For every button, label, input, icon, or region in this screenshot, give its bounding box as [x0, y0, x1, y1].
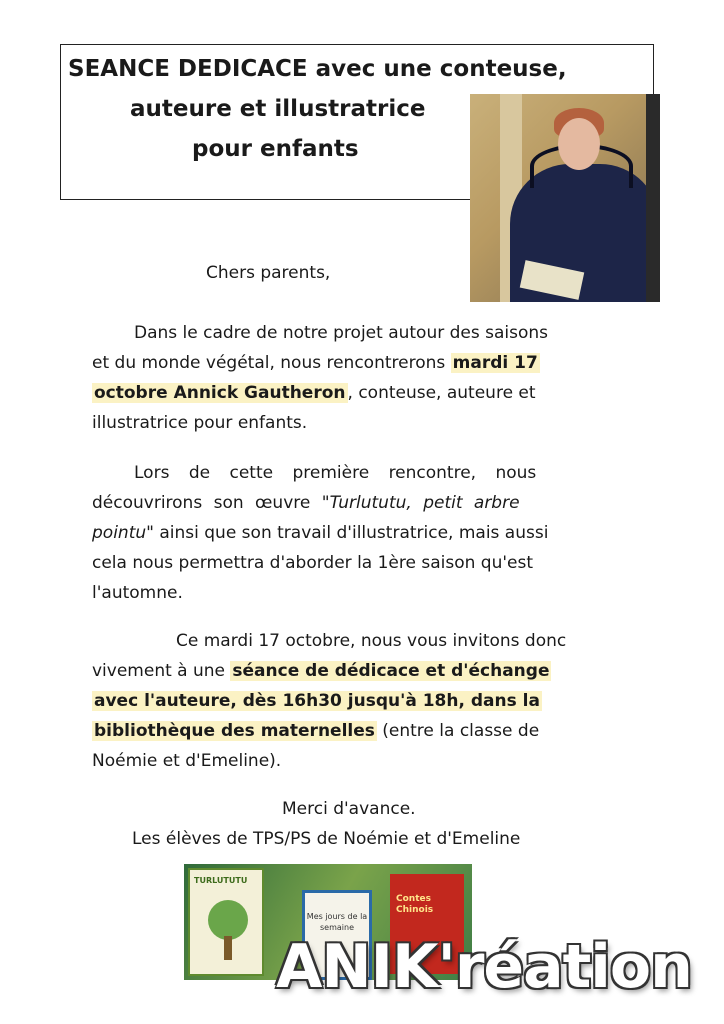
book-title-italic: "Turlututu, petit arbre — [321, 493, 520, 513]
greeting: Chers parents, — [206, 263, 331, 283]
signature: Les élèves de TPS/PS de Noémie et d'Emeline — [132, 829, 521, 849]
book-title-italic-end: pointu" — [92, 523, 154, 543]
para2-line2-text: découvrirons son œuvre — [92, 493, 322, 513]
time-highlight: avec l'auteure, dès 16h30 jusqu'à 18h, dans la — [94, 691, 540, 711]
title-line-1: SEANCE DEDICACE avec une conteuse, — [68, 56, 567, 82]
para3-line2 — [92, 656, 551, 686]
para1-author-highlight: octobre Annick Gautheron — [94, 383, 346, 403]
event-highlight: séance de dédicace et d'échange — [232, 661, 550, 681]
para1-line3 — [92, 378, 536, 408]
book3-title: Contes Chinois — [396, 894, 434, 915]
para2-line3 — [92, 518, 548, 548]
title-line-2: auteure et illustratrice — [130, 96, 426, 122]
para2-line4: cela nous permettra d'aborder la 1ère saison qu'est — [92, 553, 534, 573]
para1-line2 — [92, 348, 540, 378]
para1-line2-text: et du monde végétal, nous rencontrerons — [92, 353, 451, 373]
para1-date-highlight: mardi 17 — [452, 353, 538, 373]
thanks: Merci d'avance. — [282, 799, 416, 819]
para3-line3 — [92, 686, 542, 716]
para3-line5: Noémie et d'Emeline). — [92, 751, 282, 771]
para2-line2 — [92, 488, 520, 518]
book-cover-turlututu — [188, 868, 264, 976]
para3-line1: Ce mardi 17 octobre, nous vous invitons donc — [176, 631, 567, 651]
para3-line4 — [92, 716, 539, 746]
book1-title: TURLUTUTU — [194, 876, 248, 885]
location-highlight: bibliothèque des maternelles — [94, 721, 375, 741]
para1-line3-text: , conteuse, auteure et — [347, 383, 536, 403]
para3-line4-text: (entre la classe de — [376, 721, 540, 741]
para2-line1: Lors de cette première rencontre, nous — [134, 463, 537, 483]
storyteller-photo — [470, 94, 660, 302]
title-line-3: pour enfants — [192, 136, 359, 162]
watermark: ANIK'réation — [276, 932, 692, 1002]
para1-line4: illustratrice pour enfants. — [92, 413, 308, 433]
para2-line5: l'automne. — [92, 583, 183, 603]
para1-line1: Dans le cadre de notre projet autour des saisons — [134, 323, 549, 343]
para2-line3-text: ainsi que son travail d'illustratrice, mais aussi — [153, 523, 549, 543]
book2-title: Mes jours de la semaine — [306, 912, 368, 932]
para3-line2-text: vivement à une — [92, 661, 231, 681]
